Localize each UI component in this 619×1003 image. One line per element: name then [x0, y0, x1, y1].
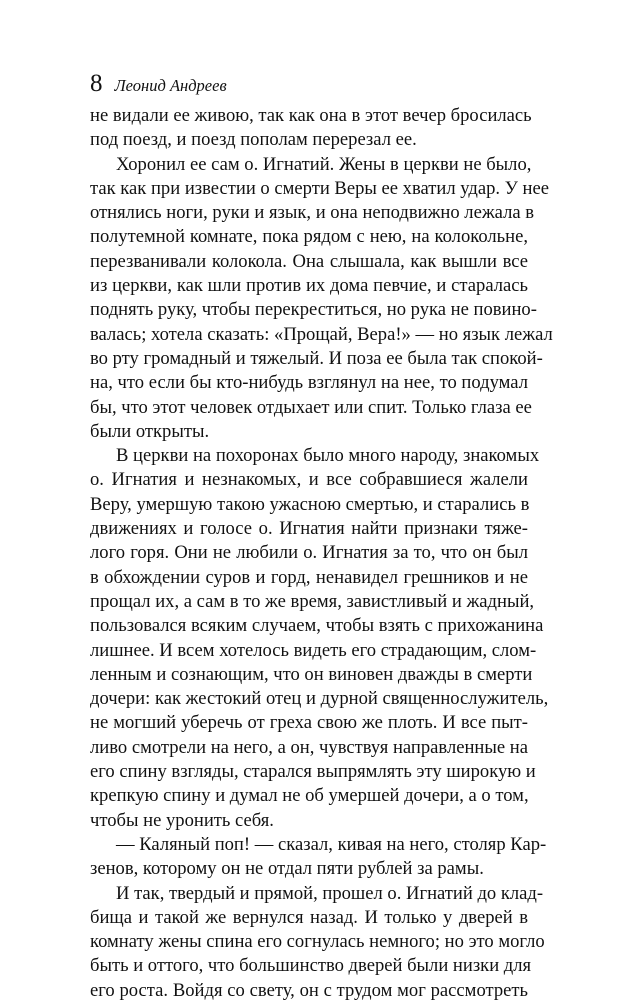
text-line: бища и такой же вернулся назад. И только у дверей в — [90, 906, 528, 928]
text-line: быть и оттого, что большинство дверей были низки для — [90, 955, 532, 977]
text-line: чтобы не уронить себя. — [90, 809, 274, 831]
text-line: его роста. Войдя со свету, он с трудом мог рассмотреть — [90, 979, 528, 1001]
text-line: дочери: как жестокий отец и дурной священнослужитель, — [90, 688, 549, 710]
running-head — [90, 69, 227, 101]
text-line: о. Игнатия и незнакомых, и все собравшиеся жалели — [90, 469, 528, 491]
text-line: крепкую спину и думал не об умершей дочери, а о том, — [90, 785, 529, 807]
text-line: И так, твердый и прямой, прошел о. Игнатий до клад- — [116, 882, 544, 904]
text-line: были открыты. — [90, 420, 210, 442]
text-line: движениях и голосе о. Игнатия найти признаки тяже- — [90, 518, 528, 540]
text-line: Веру, умершую такою ужасною смертью, и старались в — [90, 493, 530, 515]
text-line: комнату жены спина его согнулась немного; но это могло — [90, 931, 545, 953]
body-text — [90, 104, 553, 1003]
text-line: бы, что этот человек отдыхает или спит. Только глаза ее — [90, 396, 532, 418]
text-line: В церкви на похоронах было много народу, знакомых — [116, 445, 540, 467]
text-line: из церкви, как шли против их дома певчие, и старалась — [90, 275, 528, 297]
text-line: не могший уберечь от греха свою же плоть. И все пыт- — [90, 712, 528, 734]
text-line: не видали ее живою, так как она в этот вечер бросилась — [90, 105, 532, 126]
text-line: ленным и сознающим, что он виновен дважды в смерти — [90, 663, 533, 685]
text-line: его спину взгляды, старался выпрямлять эту широкую и — [90, 761, 536, 783]
text-line: под поезд, и поезд пополам перерезал ее. — [90, 129, 417, 151]
text-line: во рту громадный и тяжелый. И поза ее была так спокой- — [90, 347, 543, 369]
text-line: лишнее. И всем хотелось видеть его страдающим, слом- — [90, 639, 537, 661]
text-line: валась; хотела сказать: «Прощай, Вера!» — но язык лежал — [90, 323, 553, 345]
text-line: поднять руку, чтобы перекреститься, но рука не повино- — [90, 299, 537, 321]
text-line: ливо смотрели на него, а он, чувствуя направленные на — [90, 736, 528, 758]
text-line: пользовался всяким случаем, чтобы взять с прихожанина — [90, 615, 544, 637]
text-line: прощал их, а сам в то же время, завистливый и жадный, — [90, 590, 535, 612]
text-line: Хоронил ее сам о. Игнатий. Жены в церкви не было, — [116, 153, 532, 175]
text-line: так как при известии о смерти Веры ее хватил удар. У нее — [90, 177, 549, 199]
text-line: полутемной комнате, пока рядом с нею, на колокольне, — [90, 226, 528, 248]
text-line: — Каляный поп! — сказал, кивая на него, столяр Кар- — [116, 833, 547, 855]
text-line: зенов, которому он не отдал пяти рублей за рамы. — [90, 858, 484, 880]
author-name: Леонид Андреев — [114, 76, 227, 95]
text-line: перезванивали колокола. Она слышала, как вышли все — [90, 250, 528, 272]
text-line: лого горя. Они не любили о. Игнатия за то, что он был — [90, 542, 528, 564]
text-line: отнялись ноги, руки и язык, и она неподвижно лежала в — [90, 202, 535, 224]
text-line: на, что если бы кто-нибудь взглянул на нее, то подумал — [90, 372, 528, 394]
page-number: 8 — [90, 70, 103, 97]
text-line: в обхождении суров и горд, ненавидел грешников и не — [90, 566, 528, 588]
